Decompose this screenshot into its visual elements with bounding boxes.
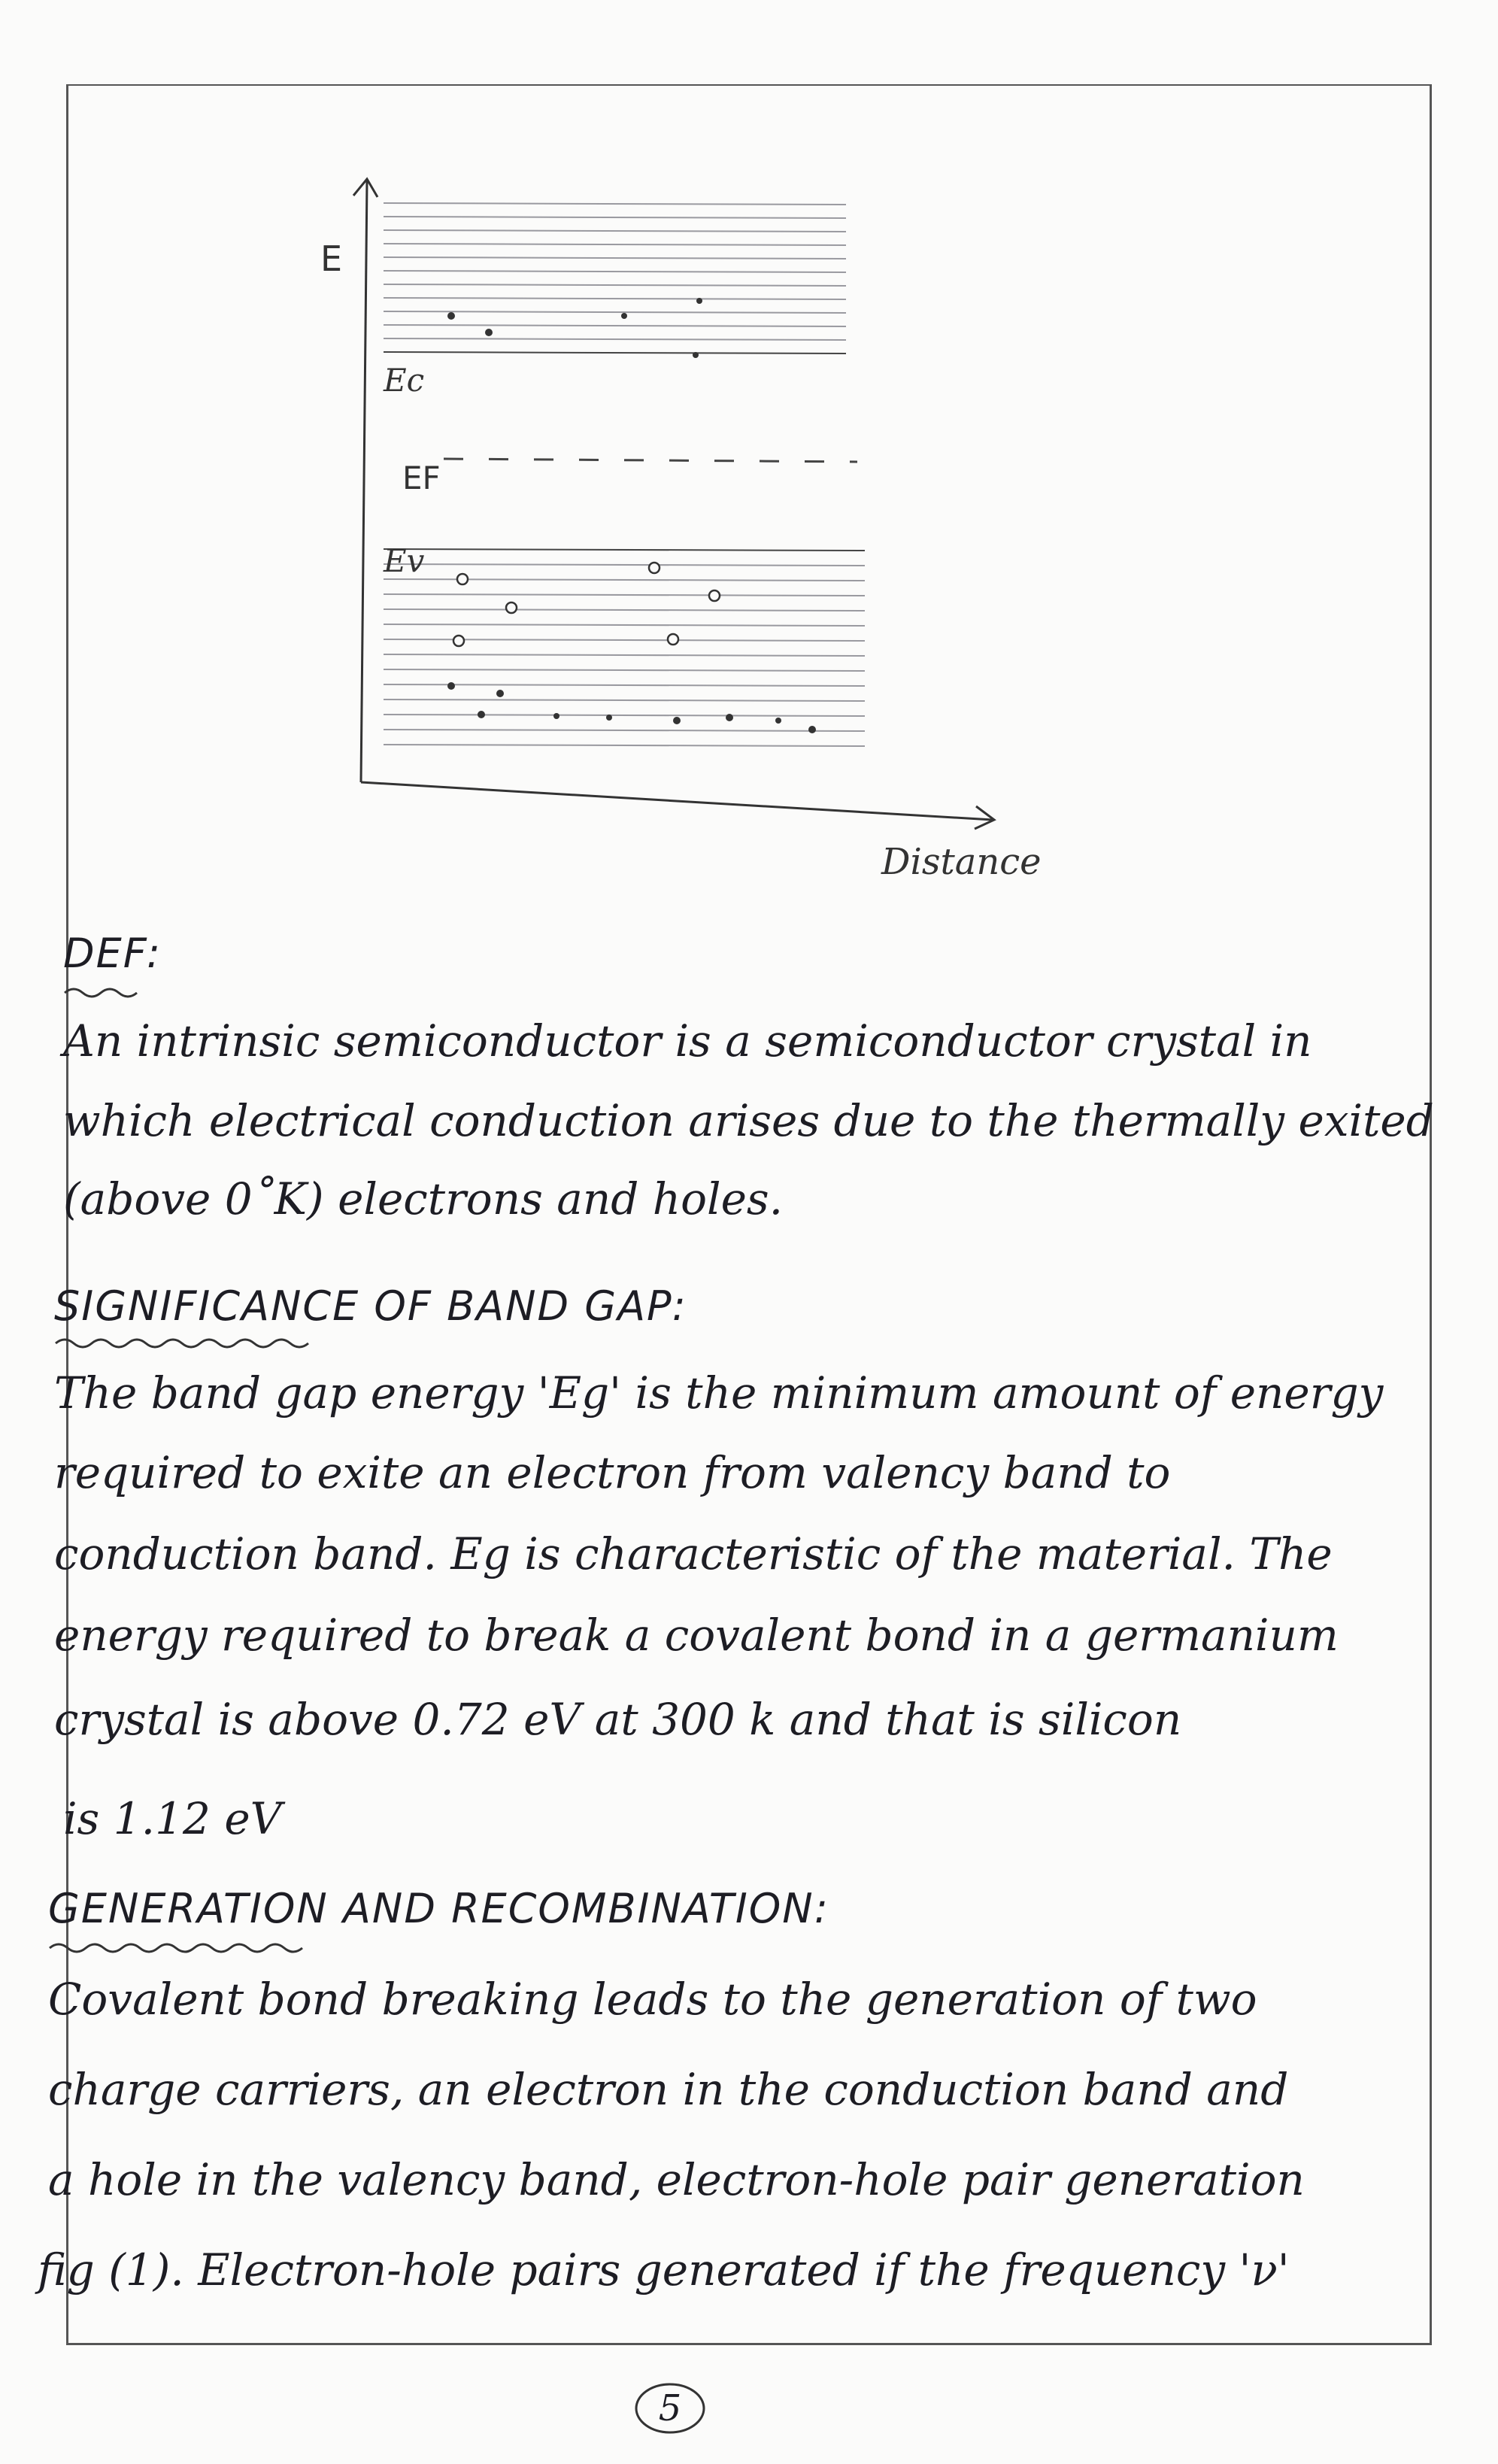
y-axis-label: E [320,238,343,279]
definition-heading-underline [63,984,138,999]
hole-circle [709,590,720,601]
generation-line: a hole in the valency band, electron-hole pair generation [48,2154,1305,2205]
electron-dot [693,352,699,358]
hole-circle [457,574,468,584]
band-gap-line: energy required to break a covalent bond in a germanium [54,1610,1339,1661]
valence-holes [453,563,720,646]
valence-electrons [447,682,816,733]
definition-line: which electrical conduction arises due to the thermally exited [63,1095,1434,1146]
hole-circle [453,636,464,646]
electron-dot [606,715,612,721]
band-gap-line: crystal is above 0.72 eV at 300 k and that is silicon [54,1694,1182,1745]
diagram-axes [353,179,994,829]
electron-dot [496,690,504,697]
band-gap-line: conduction band. Eg is characteristic of the material. The [54,1528,1333,1579]
band-gap-heading-underline [54,1334,310,1349]
definition-line: (above 0˚K) electrons and holes. [63,1173,784,1224]
definition-line: An intrinsic semiconductor is a semiconductor crystal in [63,1015,1312,1067]
generation-line: Covalent bond breaking leads to the generation of two [48,1974,1257,2025]
fermi-level-label: EF [402,460,441,496]
fermi-level-line [444,459,857,462]
conduction-electrons [447,298,702,358]
energy-band-diagram [271,158,1136,895]
electron-dot [808,726,816,733]
y-axis [361,181,367,782]
generation-line: charge carriers, an electron in the conduction band and [48,2064,1289,2115]
conduction-band [384,203,846,354]
band-gap-line: required to exite an electron from valency band to [54,1447,1171,1498]
electron-dot [696,298,702,304]
page-number-text: 5 [658,2387,682,2429]
electron-dot [621,313,627,319]
generation-heading: GENERATION AND RECOMBINATION: [48,1885,829,1932]
band-gap-heading: SIGNIFICANCE OF BAND GAP: [54,1282,687,1330]
electron-dot [447,682,455,690]
page-number [633,2381,707,2435]
electron-dot [553,713,559,719]
x-axis-arrow [975,806,994,829]
electron-dot [447,312,455,320]
hole-circle [668,634,678,645]
x-axis-label: Distance [881,841,1042,883]
hole-circle [506,602,517,613]
generation-line: fig (1). Electron-hole pairs generated if the frequency 'ν' [38,2244,1290,2296]
y-axis-arrow [353,179,378,197]
conduction-band-label: Ec [384,362,425,399]
definition-heading: DEF: [63,930,162,977]
electron-dot [485,329,493,336]
band-gap-line: The band gap energy 'Eg' is the minimum amount of energy [54,1367,1384,1419]
generation-heading-underline [48,1939,304,1954]
electron-dot [673,717,681,724]
valence-band [384,549,865,746]
hole-circle [649,563,660,573]
x-axis [361,782,993,820]
band-gap-line: is 1.12 eV [63,1793,282,1844]
electron-dot [775,718,781,724]
electron-dot [726,714,733,721]
valence-band-label: Ev [384,542,425,579]
electron-dot [478,711,485,718]
